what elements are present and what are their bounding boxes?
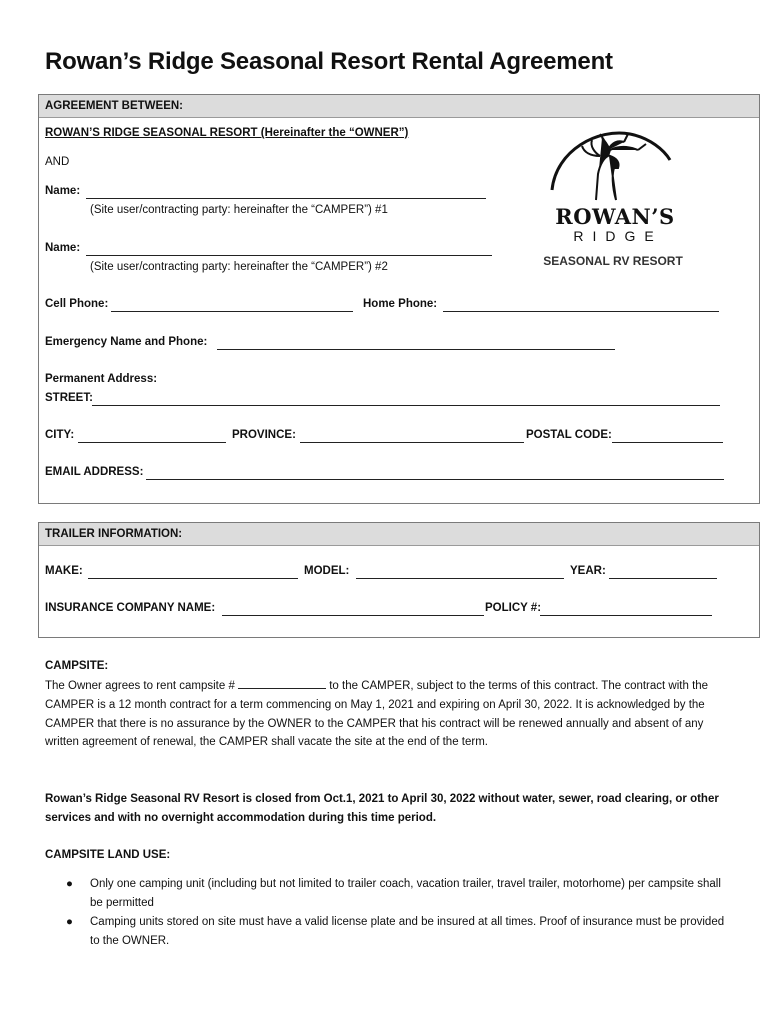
postal-code-field[interactable]	[612, 442, 723, 443]
bullet-icon: ●	[66, 878, 73, 890]
make-field[interactable]	[88, 578, 298, 579]
province-field[interactable]	[300, 442, 524, 443]
logo-line2: RIDGE	[573, 228, 663, 244]
home-phone-field[interactable]	[443, 311, 719, 312]
logo-line3: SEASONAL RV RESORT	[543, 254, 683, 268]
model-field[interactable]	[356, 578, 564, 579]
campsite-para-rest: to the CAMPER, subject to the terms of this contract. The contract with the CAMPER is a 12 month contract for a term commencing on May 1, 2021 and expiring on April 30, 2022. It is acknowledged by the CAMPER that there is no assurance by the OWNER to the CAMPER that his contract will be renewed annually and absent of any written agreement of renewal, the CAMPER shall vacate the site at the end of the term.	[45, 680, 709, 749]
trailer-header: TRAILER INFORMATION:	[39, 523, 759, 546]
model-label: MODEL:	[304, 565, 350, 577]
year-field[interactable]	[609, 578, 717, 579]
cell-phone-label: Cell Phone:	[45, 298, 109, 310]
name2-note: (Site user/contracting party: hereinafter the “CAMPER”) #2	[90, 261, 388, 273]
land-use-heading: CAMPSITE LAND USE:	[45, 849, 171, 861]
and-label: AND	[45, 156, 70, 168]
year-label: YEAR:	[570, 565, 606, 577]
rowans-ridge-logo	[538, 128, 688, 272]
insurance-label: INSURANCE COMPANY NAME:	[45, 602, 216, 614]
city-field[interactable]	[78, 442, 226, 443]
street-field[interactable]	[92, 405, 720, 406]
postal-code-label: POSTAL CODE:	[526, 429, 612, 441]
name1-note: (Site user/contracting party: hereinafter the “CAMPER”) #1	[90, 204, 388, 216]
emergency-field[interactable]	[217, 349, 615, 350]
name2-field[interactable]	[86, 255, 492, 256]
campsite-para-start: The Owner agrees to rent campsite #	[45, 680, 239, 692]
elk-icon	[538, 128, 688, 272]
logo-line1: ROWAN’S	[555, 204, 675, 229]
closed-notice: Rowan’s Ridge Seasonal RV Resort is closed from Oct.1, 2021 to April 30, 2022 without water, sewer, road clearing, or other services and with no overnight accommodation during this time period.	[45, 793, 719, 824]
name1-field[interactable]	[86, 198, 486, 199]
address-label: Permanent Address:	[45, 373, 158, 385]
policy-label: POLICY #:	[485, 602, 542, 614]
agreement-header: AGREEMENT BETWEEN:	[39, 95, 759, 118]
cell-phone-field[interactable]	[111, 311, 353, 312]
bullet-text: Only one camping unit (including but not limited to trailer coach, vacation trailer, travel trailer, motorhome) per campsite shall be permitted	[90, 878, 721, 909]
make-label: MAKE:	[45, 565, 83, 577]
insurance-field[interactable]	[222, 615, 484, 616]
province-label: PROVINCE:	[232, 429, 296, 441]
emergency-label: Emergency Name and Phone:	[45, 336, 208, 348]
name2-label: Name:	[45, 242, 81, 254]
bullet-text: Camping units stored on site must have a valid license plate and be insured at all times. Proof of insurance must be provided to the OWNER.	[90, 916, 725, 947]
policy-field[interactable]	[540, 615, 712, 616]
street-label: STREET:	[45, 392, 93, 404]
city-label: CITY:	[45, 429, 75, 441]
email-field[interactable]	[146, 479, 724, 480]
bullet-icon: ●	[66, 916, 73, 928]
email-label: EMAIL ADDRESS:	[45, 466, 144, 478]
trailer-section	[38, 522, 760, 638]
campsite-heading: CAMPSITE:	[45, 660, 109, 672]
campsite-number-field[interactable]	[238, 678, 326, 689]
name1-label: Name:	[45, 185, 81, 197]
home-phone-label: Home Phone:	[363, 298, 438, 310]
owner-line: ROWAN’S RIDGE SEASONAL RESORT (Hereinafter the “OWNER”)	[45, 127, 409, 139]
campsite-paragraph	[45, 677, 727, 752]
document-title: Rowan’s Ridge Seasonal Resort Rental Agreement	[45, 48, 613, 75]
